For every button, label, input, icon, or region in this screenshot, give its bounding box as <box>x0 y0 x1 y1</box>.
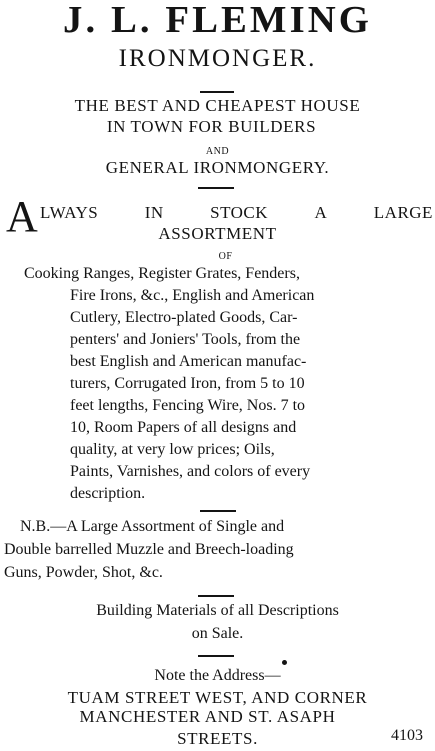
trade-title: IRONMONGER. <box>118 45 317 72</box>
stock-item-line: Paints, Varnishes, and colors of every <box>70 463 311 480</box>
stock-item-line: best English and American manufac- <box>70 353 307 370</box>
building-line-2: on Sale. <box>191 625 244 642</box>
ink-dot <box>282 660 287 665</box>
address-line-1: TUAM STREET WEST, AND CORNER <box>67 688 368 707</box>
stock-word: LARGE <box>373 203 433 222</box>
stock-item-line: Fire Irons, &c., English and American <box>70 287 315 304</box>
advertiser-name: J. L. FLEMING <box>63 0 372 41</box>
stock-word: A <box>314 203 328 222</box>
address-note: Note the Address— <box>154 667 281 684</box>
stock-word: STOCK <box>210 203 269 222</box>
address-line-3: STREETS. <box>177 729 258 748</box>
stock-heading-line-2: ASSORTMENT <box>158 224 277 243</box>
stock-word: LWAYS <box>40 203 99 222</box>
divider-rule <box>198 595 234 597</box>
stock-item-line: turers, Corrugated Iron, from 5 to 10 <box>70 375 305 392</box>
stock-item-line: Cutlery, Electro-plated Goods, Car- <box>70 309 298 326</box>
stock-heading-line-1 <box>40 203 433 223</box>
headline-line-1: THE BEST AND CHEAPEST HOUSE <box>74 96 361 115</box>
nb-line: Guns, Powder, Shot, &c. <box>4 564 163 581</box>
divider-rule <box>200 91 234 93</box>
stock-item-line: feet lengths, Fencing Wire, Nos. 7 to <box>70 397 306 414</box>
divider-rule <box>200 510 236 512</box>
stock-item-line: Cooking Ranges, Register Grates, Fenders, <box>24 265 300 282</box>
headline-line-2: IN TOWN FOR BUILDERS <box>106 117 317 136</box>
ad-number: 4103 <box>391 727 423 744</box>
headline-and: AND <box>205 146 230 157</box>
building-line-1: Building Materials of all Descriptions <box>96 602 339 619</box>
address-line-2: MANCHESTER AND ST. ASAPH <box>79 707 336 726</box>
stock-item-line: quality, at very low prices; Oils, <box>70 441 275 458</box>
stock-of: OF <box>218 251 233 262</box>
headline-line-3: GENERAL IRONMONGERY. <box>105 158 330 177</box>
stock-item-line: 10, Room Papers of all designs and <box>70 419 297 436</box>
nb-line: Double barrelled Muzzle and Breech-loading <box>4 541 294 558</box>
drop-cap: A <box>6 192 38 241</box>
stock-item-line: description. <box>70 485 146 502</box>
divider-rule <box>198 187 234 189</box>
divider-rule <box>198 655 234 657</box>
nb-line: N.B.—A Large Assortment of Single and <box>20 518 285 535</box>
stock-item-line: penters' and Joniers' Tools, from the <box>70 331 301 348</box>
stock-word: IN <box>144 203 164 222</box>
